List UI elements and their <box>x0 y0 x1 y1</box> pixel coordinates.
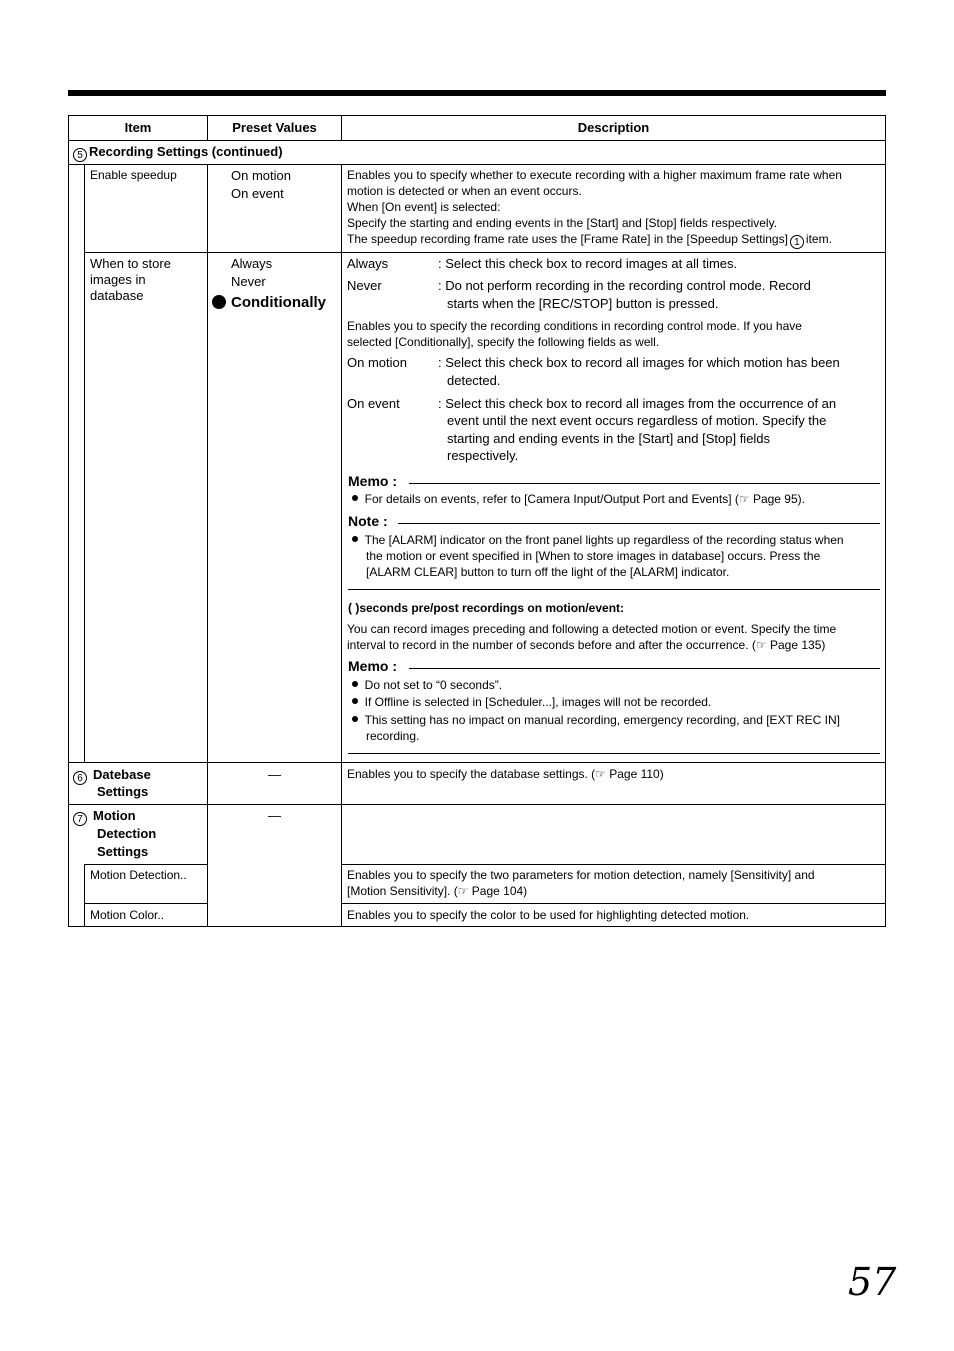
memo-item-line: recording. <box>366 729 420 743</box>
memo-item: Do not set to “0 seconds”. <box>352 677 502 693</box>
section-title-motion-detection-settings: 7 Motion <box>73 807 136 826</box>
item-when-to-store: database <box>90 288 144 303</box>
section-title-line: Settings <box>97 844 149 859</box>
section-title-line: Detection <box>97 826 157 841</box>
separator-rule <box>348 589 880 590</box>
header-preset-values: Preset Values <box>232 120 317 135</box>
row-divider <box>69 804 885 805</box>
row-divider <box>84 864 208 865</box>
header-description: Description <box>577 120 650 135</box>
page-number: 57 <box>848 1260 897 1304</box>
never-text: : Do not perform recording in the recording control mode. Record <box>438 278 811 293</box>
memo-item: If Offline is selected in [Scheduler...], images will not be recorded. <box>352 694 711 710</box>
prepost-text: interval to record in the number of seconds before and after the occurrence. (☞ Page 135) <box>347 638 826 652</box>
section-number-badge: 5 <box>73 148 87 162</box>
memo-heading: Memo : <box>348 658 397 674</box>
item-when-to-store: images in <box>90 272 146 287</box>
preset-always: Always <box>231 256 273 271</box>
database-desc: Enables you to specify the database settings. (☞ Page 110) <box>347 767 664 781</box>
motion-color-desc: Enables you to specify the color to be used for highlighting detected motion. <box>347 908 750 922</box>
item-motion-color: Motion Color.. <box>90 908 165 922</box>
section-number-badge: 6 <box>73 771 87 785</box>
on-event-label: On event <box>347 396 400 411</box>
row-divider <box>341 903 885 904</box>
item-enable-speedup: Enable speedup <box>90 168 177 182</box>
motion-detection-desc: Enables you to specify the two parameters for motion detection, namely [Sensitivity] and <box>347 868 815 882</box>
never-text: starts when the [REC/STOP] button is pressed. <box>447 296 719 311</box>
on-motion-text: : Select this check box to record all images for which motion has been <box>438 355 840 370</box>
on-event-text: : Select this check box to record all images from the occurrence of an <box>438 396 837 411</box>
row-divider <box>69 164 885 165</box>
bullet-icon <box>352 698 358 704</box>
speedup-desc-line: motion is detected or when an event occurs. <box>347 184 582 198</box>
section-title-line: Settings <box>97 784 149 799</box>
top-rule <box>68 90 886 96</box>
never-label: Never <box>347 278 382 293</box>
row-divider <box>69 762 885 763</box>
speedup-desc-line: The speedup recording frame rate uses the [Frame Rate] in the [Speedup Settings] 1 item. <box>347 232 832 248</box>
memo-item: This setting has no impact on manual recording, emergency recording, and [EXT REC IN] <box>352 712 840 728</box>
speedup-desc-line: Specify the starting and ending events in the [Start] and [Stop] fields respectively. <box>347 216 778 230</box>
speedup-desc-line: Enables you to specify whether to execute recording with a higher maximum frame rate when <box>347 168 842 182</box>
speedup-desc-line: When [On event] is selected: <box>347 200 501 214</box>
prepost-heading: ( )seconds pre/post recordings on motion/event: <box>348 601 625 615</box>
note-item-line: [ALARM CLEAR] button to turn off the light of the [ALARM] indicator. <box>366 565 730 579</box>
separator-rule <box>348 753 880 754</box>
bullet-icon <box>352 536 358 542</box>
preset-conditionally-default: Conditionally <box>212 294 326 311</box>
prepost-text: You can record images preceding and following a detected motion or event. Specify the time <box>347 622 837 636</box>
motion-detection-desc: [Motion Sensitivity]. (☞ Page 104) <box>347 884 528 898</box>
always-label: Always <box>347 256 389 271</box>
indent-divider <box>84 164 85 762</box>
section-number-badge: 7 <box>73 812 87 826</box>
note-heading: Note : <box>348 513 388 529</box>
note-item-line: the motion or event specified in [When to store images in database] occurs. Press the <box>366 549 821 563</box>
on-motion-label: On motion <box>347 355 407 370</box>
conditional-intro: selected [Conditionally], specify the following fields as well. <box>347 335 660 349</box>
row-divider <box>69 140 885 141</box>
bullet-icon <box>352 681 358 687</box>
indent-divider <box>84 864 85 926</box>
item-motion-detection: Motion Detection.. <box>90 868 187 882</box>
memo-rule <box>409 668 880 669</box>
on-event-text: starting and ending events in the [Start] and [Stop] fields <box>447 431 771 446</box>
row-divider <box>84 252 885 253</box>
memo-item: For details on events, refer to [Camera Input/Output Port and Events] (☞ Page 95). <box>352 491 805 507</box>
bullet-icon <box>352 495 358 501</box>
note-item: The [ALARM] indicator on the front panel lights up regardless of the recording status when <box>352 532 844 548</box>
default-marker-icon <box>212 295 226 309</box>
always-text: : Select this check box to record images at all times. <box>438 256 738 271</box>
on-event-text: event until the next event occurs regardless of motion. Specify the <box>447 413 827 428</box>
on-motion-text: detected. <box>447 373 501 388</box>
col-divider <box>341 164 342 926</box>
item-when-to-store: When to store <box>90 256 171 271</box>
on-event-text: respectively. <box>447 448 519 463</box>
conditional-intro: Enables you to specify the recording conditions in recording control mode. If you have <box>347 319 802 333</box>
bullet-icon <box>352 716 358 722</box>
preset-never: Never <box>231 274 266 289</box>
note-rule <box>398 523 880 524</box>
section-title-recording-settings: 5 Recording Settings (continued) <box>73 143 283 162</box>
row-divider <box>341 864 885 865</box>
section-title-database-settings: 6 Datebase <box>73 766 151 785</box>
row-divider <box>84 903 208 904</box>
preset-on-event: On event <box>231 186 284 201</box>
memo-heading: Memo : <box>348 473 397 489</box>
preset-on-motion: On motion <box>231 168 291 183</box>
preset-none: — <box>268 808 281 823</box>
header-item: Item <box>124 120 152 135</box>
preset-none: — <box>268 767 281 782</box>
memo-rule <box>409 483 880 484</box>
settings-table <box>68 115 886 927</box>
ref-number-badge: 1 <box>790 235 804 249</box>
